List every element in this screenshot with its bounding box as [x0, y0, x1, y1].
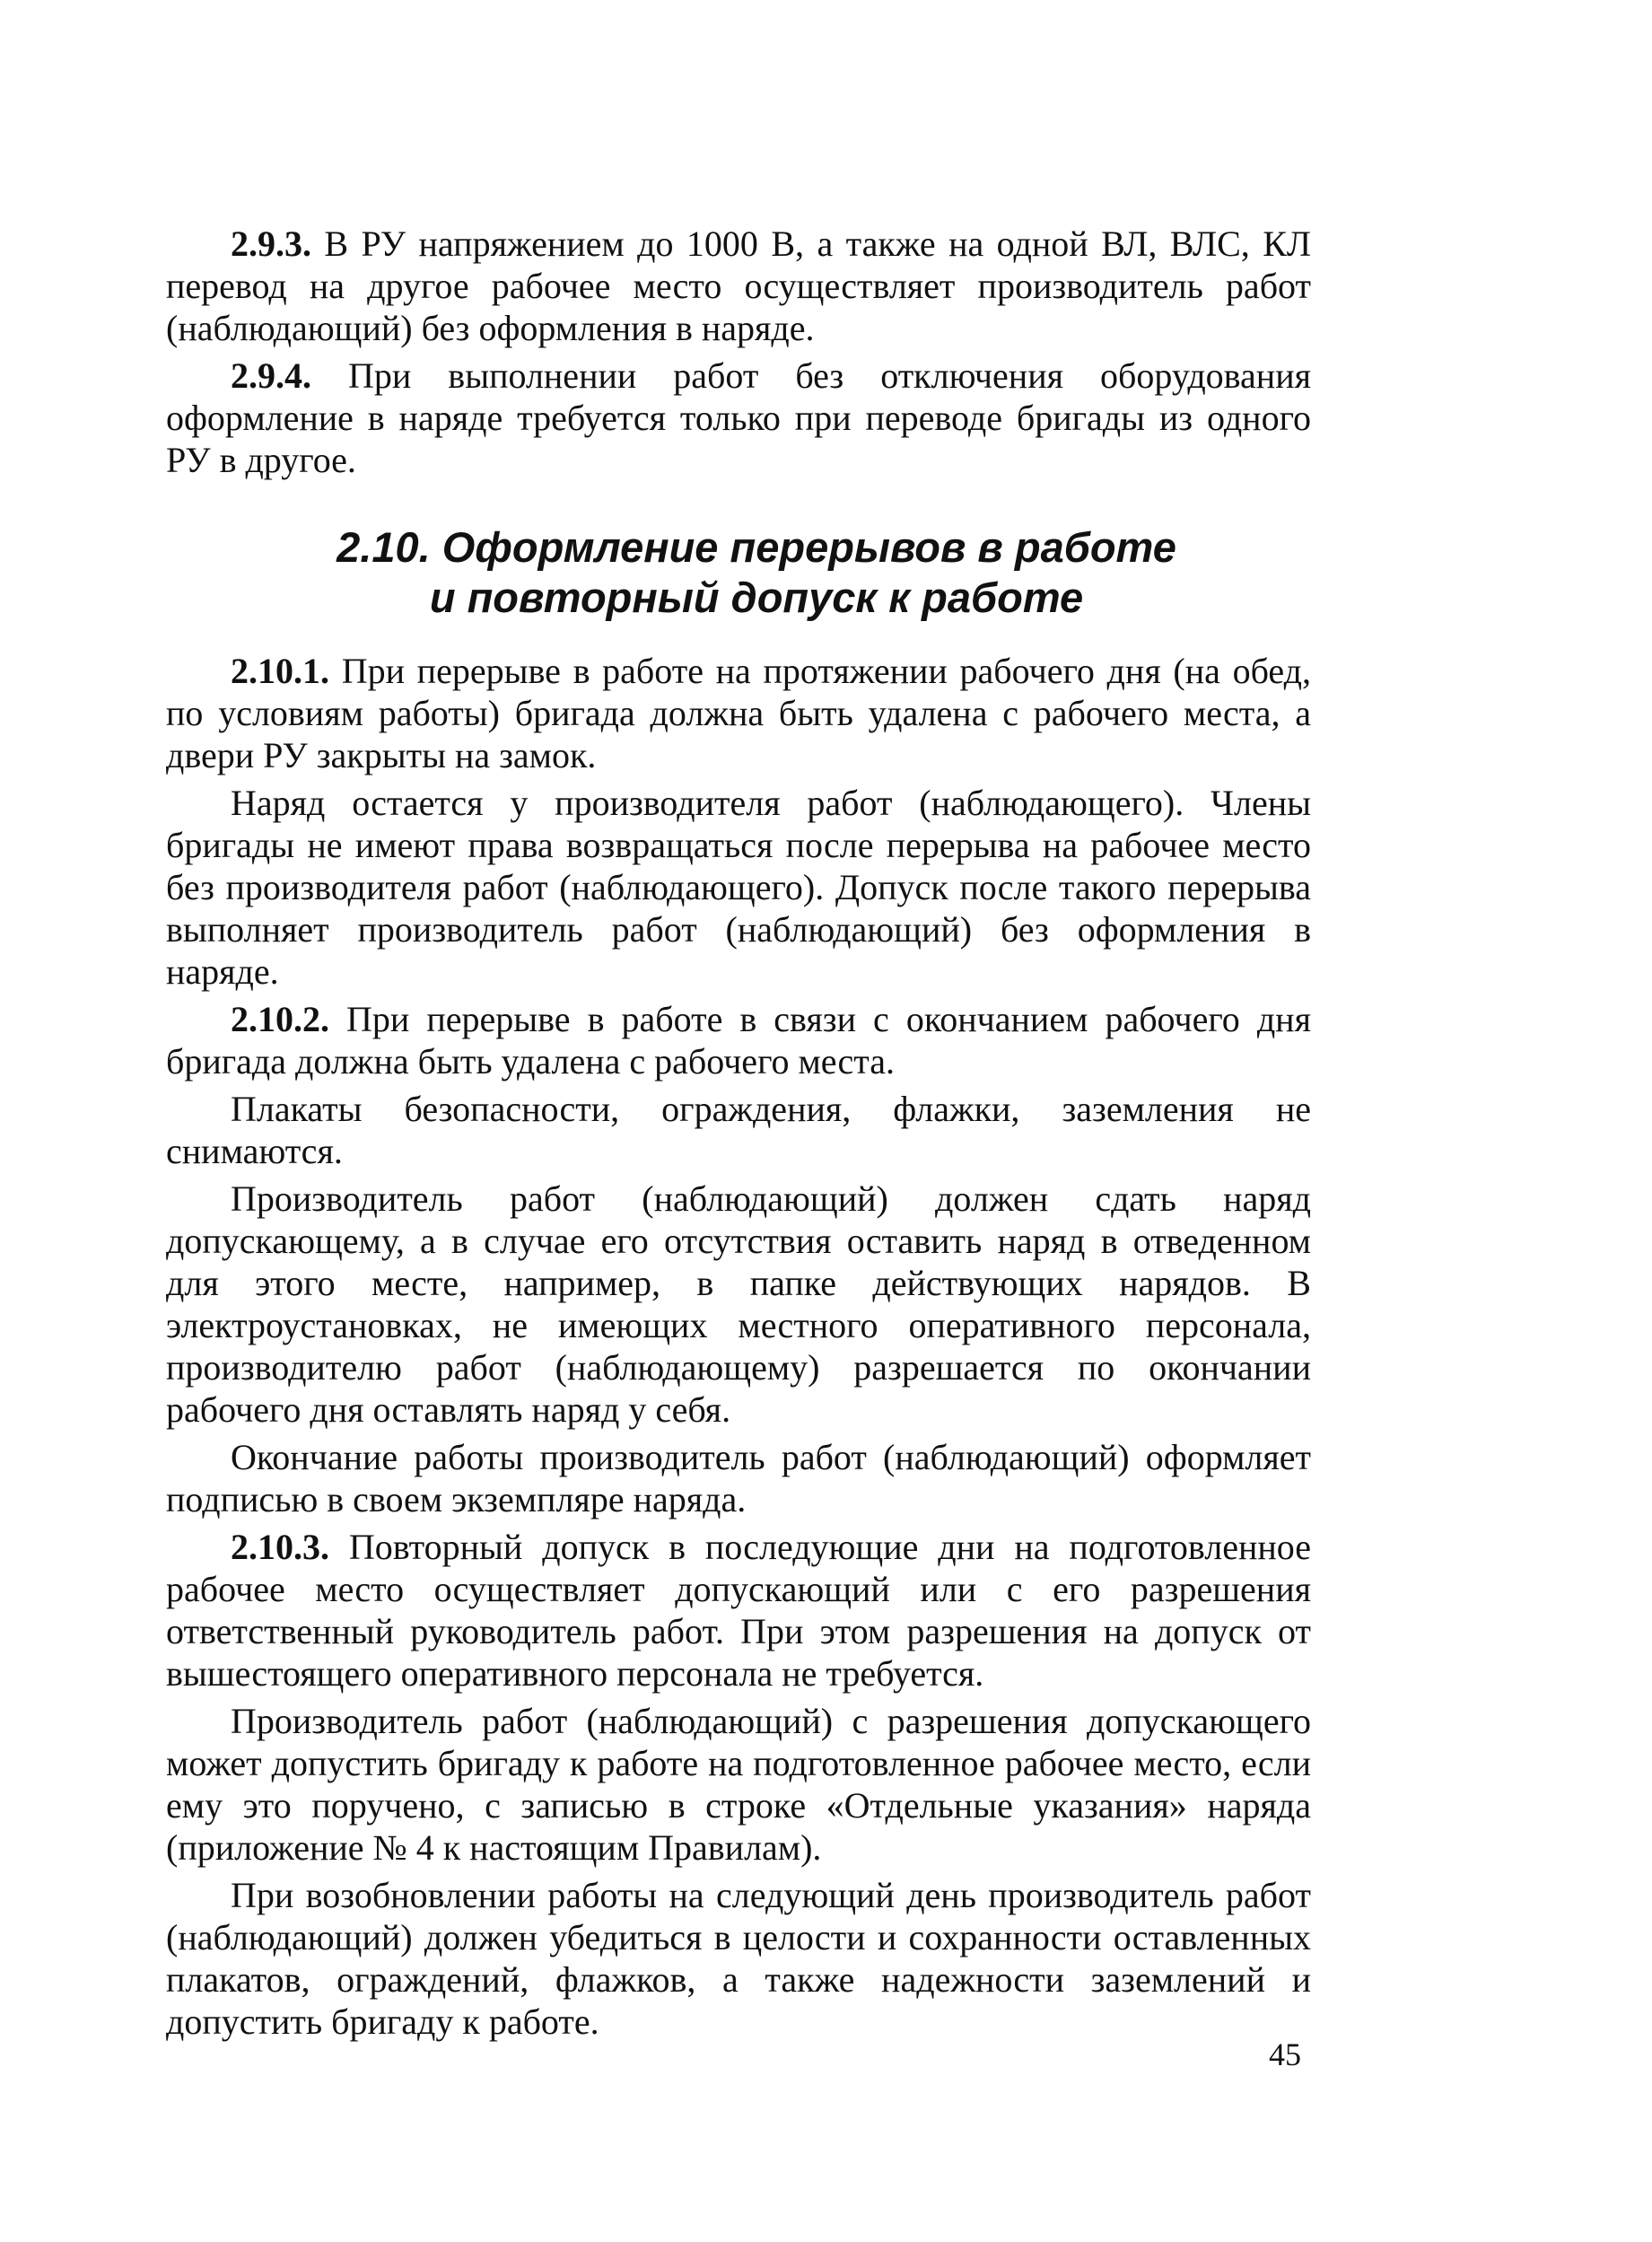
paragraph-text: В РУ напряжением до 1000 В, а также на одной ВЛ, ВЛС, КЛ перевод на другое рабочее место осуществляет производитель работ (наблюдающий) без оформления в наряде.	[166, 223, 1311, 348]
paragraph-2-9-4	[166, 355, 1311, 481]
section-heading	[166, 522, 1311, 623]
paragraph-text: Окончание работы производитель работ (наблюдающий) оформляет подписью в своем экземпляре наряда.	[166, 1437, 1311, 1519]
clause-number: 2.9.4.	[231, 355, 311, 396]
paragraph-text: Повторный допуск в последующие дни на подготовленное рабочее место осуществляет допускающий или с его разрешения ответственный руководитель работ. При этом разрешения на допуск от вышестоящего оперативного персонала не требуется.	[166, 1527, 1311, 1694]
section-heading-line-2: и повторный допуск к работе	[429, 574, 1084, 621]
paragraph-2-10-2-hand-over	[166, 1178, 1311, 1431]
paragraph-text: Производитель работ (наблюдающий) должен сдать наряд допускающему, а в случае его отсутствия оставить наряд в отведенном для этого месте, например, в папке действующих нарядов. В электроустановках, не имеющих местного оперативного персонала, производителю работ (наблюдающему) разрешается по окончании рабочего дня оставлять наряд у себя.	[166, 1178, 1311, 1430]
paragraph-2-10-1-work-order	[166, 782, 1311, 993]
paragraph-2-10-3	[166, 1526, 1311, 1695]
paragraph-text: При возобновлении работы на следующий день производитель работ (наблюдающий) должен убедиться в целости и сохранности оставленных плакатов, ограждений, флажков, а также надежности заземлений и допустить бригаду к работе.	[166, 1875, 1311, 2042]
clause-number: 2.10.3.	[231, 1527, 329, 1567]
paragraph-2-10-2-posters	[166, 1088, 1311, 1172]
section-heading-line-1: 2.10. Оформление перерывов в работе	[337, 523, 1176, 571]
clause-number: 2.10.2.	[231, 999, 329, 1039]
paragraph-2-10-3-resumption	[166, 1874, 1311, 2043]
paragraph-text: Плакаты безопасности, ограждения, флажки, заземления не снимаются.	[166, 1089, 1311, 1171]
paragraph-text: При выполнении работ без отключения оборудования оформление в наряде требуется только при переводе бригады из одного РУ в другое.	[166, 355, 1311, 480]
clause-number: 2.10.1.	[231, 651, 329, 691]
paragraph-text: Наряд остается у производителя работ (наблюдающего). Члены бригады не имеют права возвращаться после перерыва на рабочее место без производителя работ (наблюдающего). Допуск после такого перерыва выполняет производитель работ (наблюдающий) без оформления в наряде.	[166, 783, 1311, 992]
clause-number: 2.9.3.	[231, 223, 311, 264]
paragraph-text: При перерыве в работе на протяжении рабочего дня (на обед, по условиям работы) бригада должна быть удалена с рабочего места, а двери РУ закрыты на замок.	[166, 651, 1311, 775]
paragraph-2-10-3-permission	[166, 1700, 1311, 1869]
page-number: 45	[1269, 2036, 1301, 2072]
paragraph-text: При перерыве в работе в связи с окончанием рабочего дня бригада должна быть удалена с рабочего места.	[166, 999, 1311, 1082]
paragraph-2-9-3	[166, 223, 1311, 349]
paragraph-2-10-2	[166, 998, 1311, 1082]
paragraph-2-10-1	[166, 650, 1311, 776]
paragraph-text: Производитель работ (наблюдающий) с разрешения допускающего может допустить бригаду к работе на подготовленное рабочее место, если ему это поручено, с записью в строке «Отдельные указания» наряда (приложение № 4 к настоящим Правилам).	[166, 1701, 1311, 1868]
paragraph-2-10-2-completion	[166, 1436, 1311, 1520]
